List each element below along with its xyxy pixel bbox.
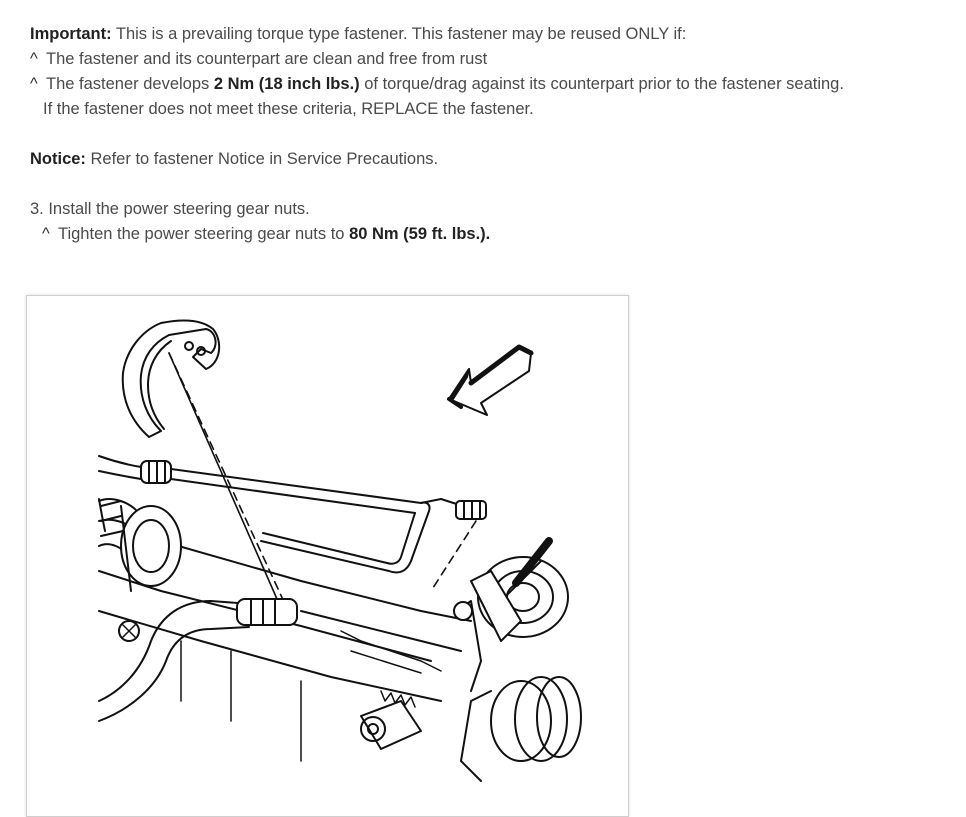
rack-teeth xyxy=(181,631,441,761)
important-text: This is a prevailing torque type fastener. This fastener may be reused ONLY if: xyxy=(111,25,687,43)
caret-icon: ^ xyxy=(30,50,38,68)
direction-arrow xyxy=(449,347,531,415)
important-followup: If the fastener does not meet these criteria, REPLACE the fastener. xyxy=(43,100,534,118)
important-label: Important: xyxy=(30,25,112,43)
important-bullet-2: ^ The fastener develops 2 Nm (18 inch lbs.) of torque/drag against its counterpart prior to the fastener seating. xyxy=(30,75,844,93)
figure-frame xyxy=(26,295,629,817)
notice-text: Refer to fastener Notice in Service Precautions. xyxy=(85,150,439,168)
steel-pipe xyxy=(261,499,486,573)
caret-icon: ^ xyxy=(42,225,50,243)
gear-valve-body xyxy=(456,541,568,691)
power-steering-gear-illustration xyxy=(27,296,628,816)
hose-line xyxy=(99,456,441,513)
notice-label: Notice: xyxy=(30,150,86,168)
step-3: 3. Install the power steering gear nuts. xyxy=(30,200,310,218)
retaining-clip xyxy=(123,321,219,437)
important-bullet-1: ^ The fastener and its counterpart are clean and free from rust xyxy=(30,50,488,68)
caret-icon: ^ xyxy=(30,75,38,93)
step-3-sub: ^ Tighten the power steering gear nuts to 80 Nm (59 ft. lbs.). xyxy=(42,225,491,243)
important-paragraph xyxy=(30,24,686,44)
notice-paragraph xyxy=(30,149,438,169)
rack-boot xyxy=(461,677,581,781)
